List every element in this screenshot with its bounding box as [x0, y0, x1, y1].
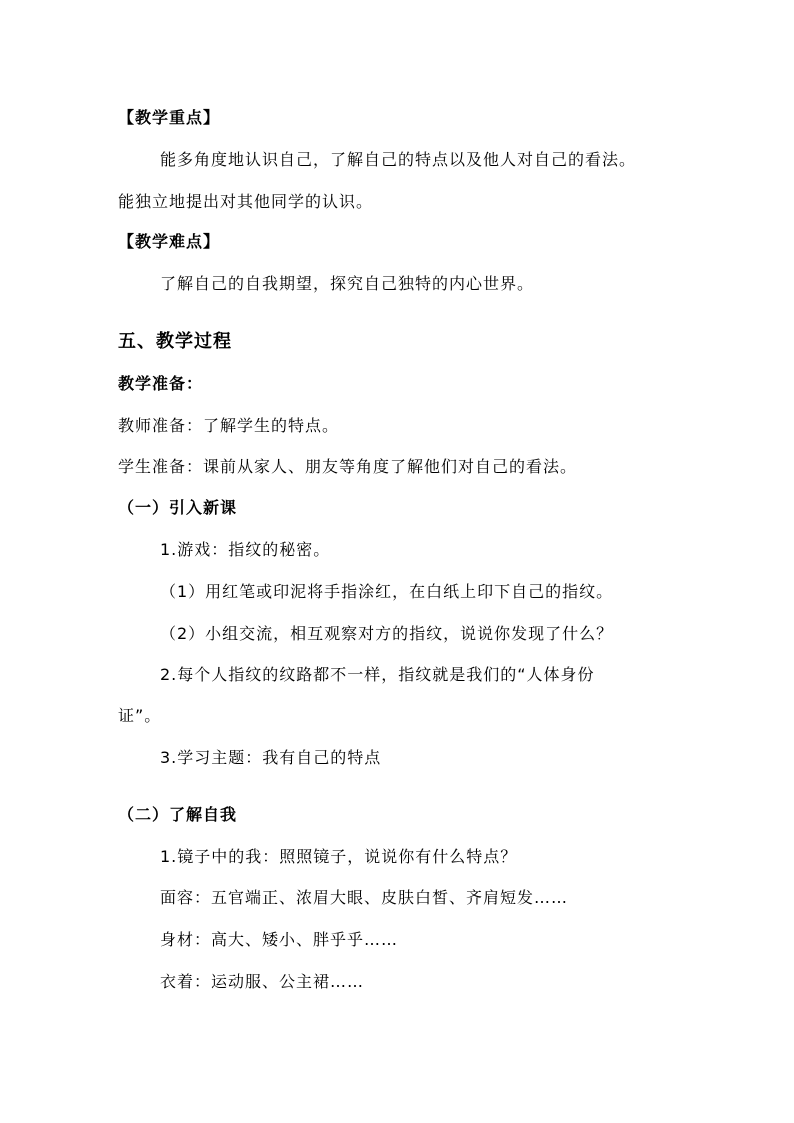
teacher-prep-text: 教师准备：了解学生的特点。 — [118, 416, 340, 435]
teaching-prep-heading: 教学准备： — [118, 374, 204, 393]
section-two-item-1: 1.镜子中的我：照照镜子，说说你有什么特点？ — [160, 847, 518, 866]
teaching-difficulty-line-1: 了解自己的自我期望，探究自己独特的内心世界。 — [160, 274, 535, 293]
section-one-item-1-sub-1: （1）用红笔或印泥将手指涂红，在白纸上印下自己的指纹。 — [160, 582, 614, 601]
teaching-focus-heading: 【教学重点】 — [118, 108, 221, 127]
section-one-heading: （一）引入新课 — [118, 498, 238, 517]
teaching-process-title: 五、教学过程 — [118, 331, 232, 352]
teaching-difficulty-heading: 【教学难点】 — [118, 232, 221, 251]
section-one-item-3: 3.学习主题：我有自己的特点 — [160, 748, 382, 767]
section-one-item-1: 1.游戏：指纹的秘密。 — [160, 540, 331, 559]
student-prep-text: 学生准备：课前从家人、朋友等角度了解他们对自己的看法。 — [118, 457, 578, 476]
section-one-item-2-line-2: 证”。 — [118, 706, 162, 725]
section-one-item-2-line-1: 2.每个人指纹的纹路都不一样，指纹就是我们的“人体身份 — [160, 665, 595, 684]
teaching-focus-line-1: 能多角度地认识自己，了解自己的特点以及他人对自己的看法。 — [160, 150, 637, 169]
figure-description: 身材：高大、矮小、胖乎乎…… — [160, 930, 399, 949]
clothing-description: 衣着：运动服、公主裙…… — [160, 972, 365, 991]
section-two-heading: （二）了解自我 — [118, 805, 238, 824]
teaching-focus-line-2: 能独立地提出对其他同学的认识。 — [118, 192, 374, 211]
face-description: 面容：五官端正、浓眉大眼、皮肤白皙、齐肩短发…… — [160, 888, 569, 907]
section-one-item-1-sub-2: （2）小组交流，相互观察对方的指纹，说说你发现了什么？ — [160, 624, 614, 643]
